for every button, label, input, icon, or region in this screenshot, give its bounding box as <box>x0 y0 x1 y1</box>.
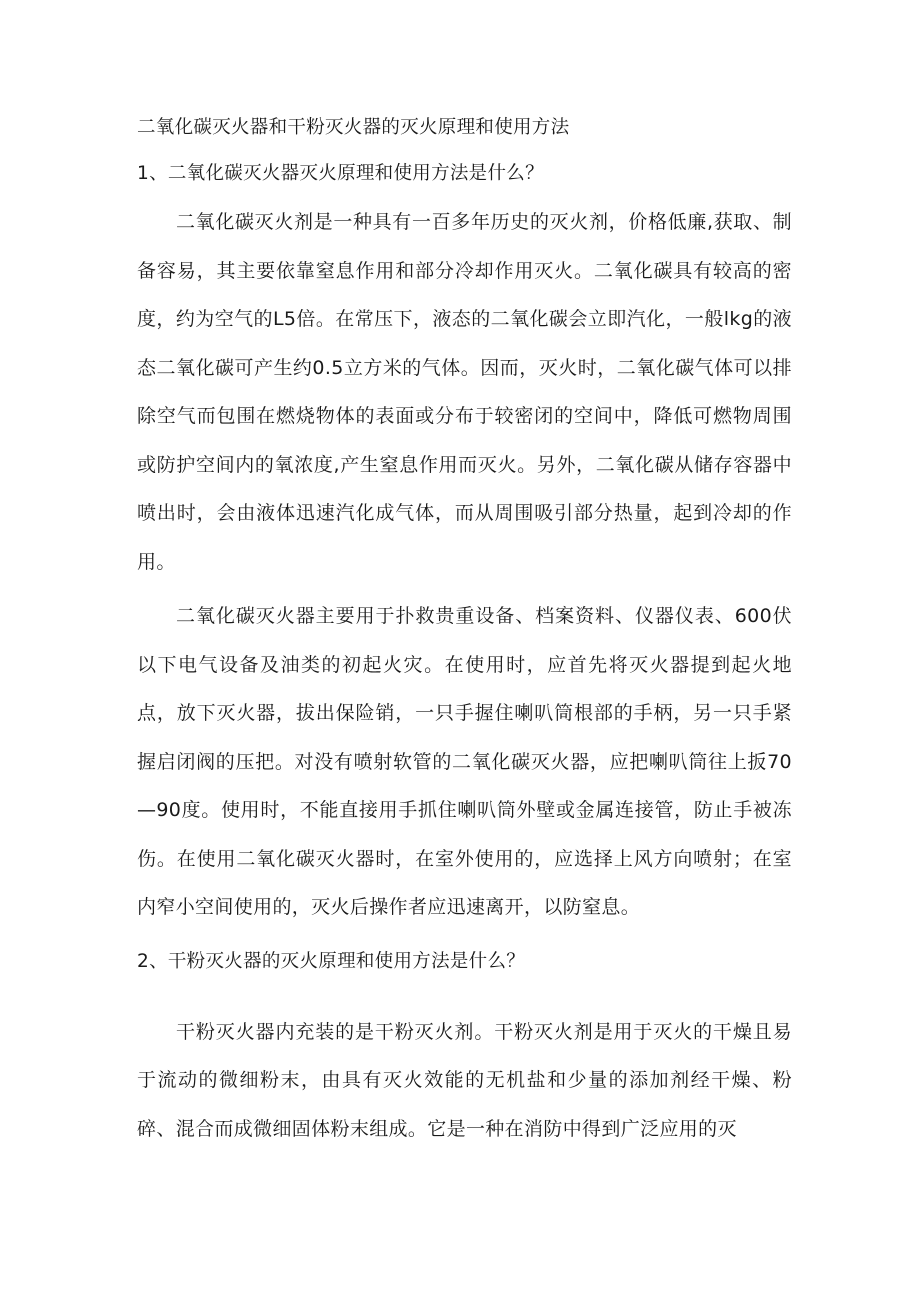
section-1-paragraph-1: 二氧化碳灭火剂是一种具有一百多年历史的灭火剂，价格低廉,获取、制备容易，其主要依靠窒息作用和部分冷却作用灭火。二氧化碳具有较高的密度，约为空气的L5倍。在常压下，液态的二氧化碳会立即汽化，一般lkg的液态二氧化碳可产生约0.5立方米的气体。因而，灭火时，二氧化碳气体可以排除空气而包围在燃烧物体的表面或分布于较密闭的空间中，降低可燃物周围或防护空间内的氧浓度,产生窒息作用而灭火。另外，二氧化碳从储存容器中喷出时，会由液体迅速汽化成气体，而从周围吸引部分热量，起到冷却的作用。 <box>137 211 792 573</box>
section-1-paragraph-2: 二氧化碳灭火器主要用于扑救贵重设备、档案资料、仪器仪表、600伏以下电气设备及油类的初起火灾。在使用时，应首先将灭火器提到起火地点，放下灭火器，拔出保险销，一只手握住喇叭筒根部的手柄，另一只手紧握启闭阀的压把。对没有喷射软管的二氧化碳灭火器，应把喇叭筒往上扳70—90度。使用时，不能直接用手抓住喇叭筒外壁或金属连接管，防止手被冻伤。在使用二氧化碳灭火器时，在室外使用的，应选择上风方向喷射；在室内窄小空间使用的，灭火后操作者应迅速离开，以防窒息。 <box>137 605 792 918</box>
document-body <box>137 108 792 1153</box>
document-title: 二氧化碳灭火器和干粉灭火器的灭火原理和使用方法 <box>137 117 570 138</box>
section-2-heading: 2、干粉灭火器的灭火原理和使用方法是什么？ <box>137 950 526 972</box>
section-1-heading: 1、二氧化碳灭火器灭火原理和使用方法是什么？ <box>137 163 544 184</box>
section-2-paragraph-1: 干粉灭火器内充装的是干粉灭火剂。干粉灭火剂是用于灭火的干燥且易于流动的微细粉末，由具有灭火效能的无机盐和少量的添加剂经干燥、粉碎、混合而成微细固体粉末组成。它是一种在消防中得到广泛应用的灭 <box>137 1020 792 1140</box>
